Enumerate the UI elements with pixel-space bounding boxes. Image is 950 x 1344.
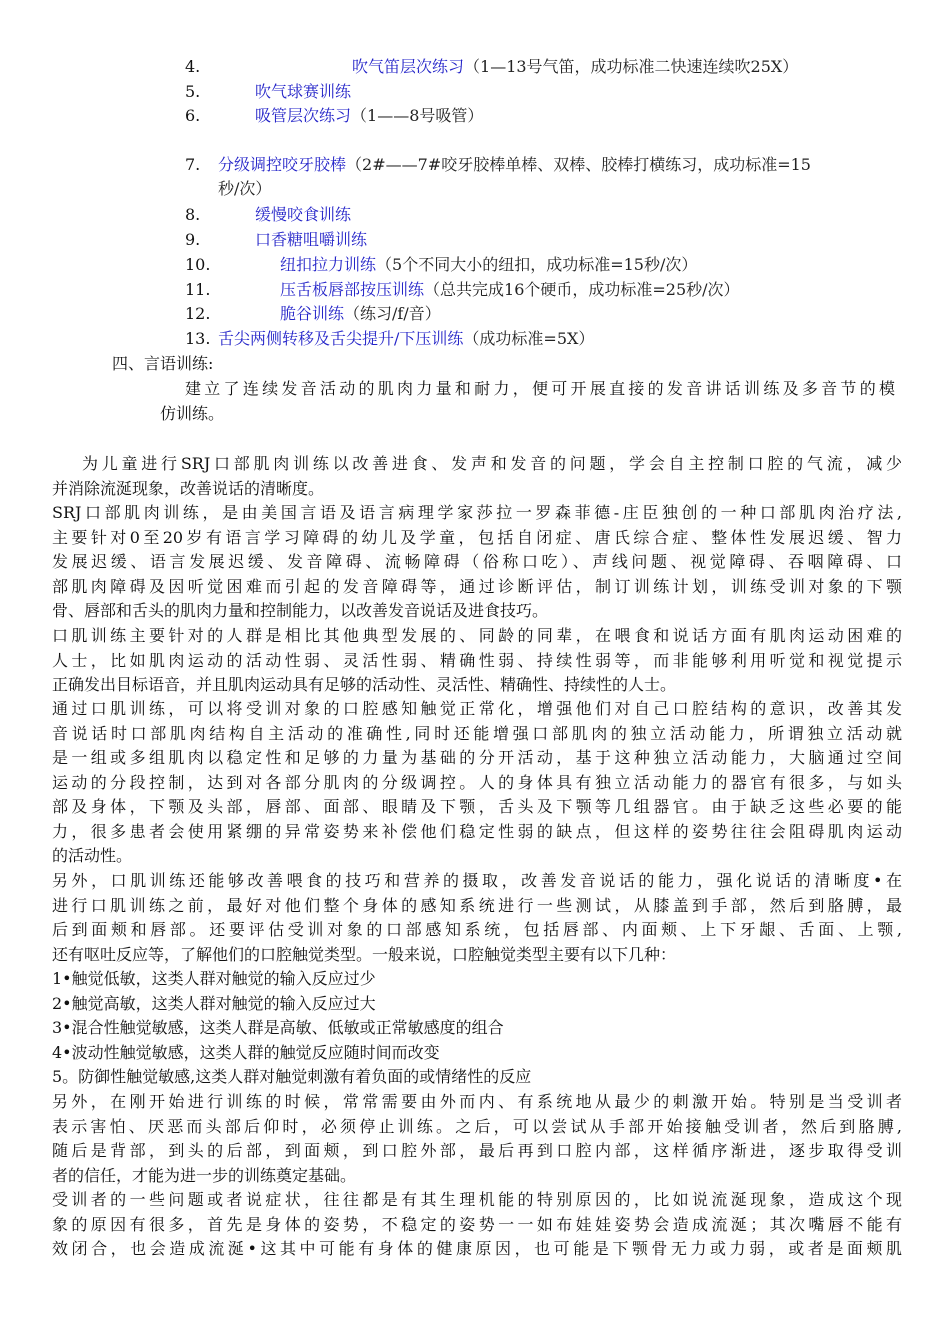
paragraph-line: 受训者的一些问题或者说症状，往往都是有其生理机能的特别原因的，比如说流涎现象，造成这个现 [52, 1190, 902, 1209]
list-item [255, 228, 367, 252]
paragraph-line: 音说话时口部肌肉结构自主活动的准确性,同时还能增强口部肌肉的独立活动能力，所谓独立活动就 [52, 723, 902, 743]
list-item: 1•触觉低敏，这类人群对触觉的输入反应过少 [52, 969, 376, 988]
paragraph-line: 通过口肌训练，可以将受训对象的口腔感知触觉正常化，增强他们对自己口腔结构的意识，改善其发 [52, 699, 902, 718]
list-item-number: 6. [185, 106, 201, 125]
paragraph-line: 后到面颊和唇部。还要评估受训对象的口部感知系统，包括唇部、内面颊、上下牙龈、舌面、上颚, [52, 920, 902, 939]
paragraph-line: 正确发出目标语音，并且肌肉运动具有足够的活动性、灵活性、精确性、持续性的人士。 [52, 675, 677, 694]
section-text-line: 仿训练。 [160, 404, 225, 423]
paragraph-line: 并消除流涎现象，改善说话的清晰度。 [52, 478, 325, 498]
paragraph-line: 力，很多患者会使用紧绷的异常姿势来补偿他们稳定性弱的缺点，但这样的姿势往往会阻碍肌肉运动 [52, 821, 902, 841]
list-item [255, 80, 351, 104]
paragraph-line: 象的原因有很多，首先是身体的姿势，不稳定的姿势一一如布娃娃姿势会造成流涎；其次嘴唇不能有 [52, 1214, 902, 1234]
list-item [352, 55, 798, 79]
list-item: 3•混合性触觉敏感，这类人群是高敏、低敏或正常敏感度的组合 [52, 1018, 504, 1037]
paragraph-line: 是一组或多组肌肉以稳定性和足够的力量为基础的分开活动，基于这种独立活动能力，大脑通过空间 [52, 748, 902, 767]
paragraph-line: 部及身体，下颚及头部，唇部、面部、眼睛及下颚，舌头及下颚等几组器官。由于缺乏这些必要的能 [52, 797, 902, 816]
list-item-title: 口香糖咀嚼训练 [255, 230, 368, 249]
list-item-title: 吸管层次练习 [255, 106, 352, 125]
paragraph-training-order [52, 1090, 902, 1188]
list-item [218, 153, 811, 177]
list-item [255, 104, 483, 128]
paragraph-line: 口肌训练主要针对的人群是相比其他典型发展的、同龄的同辈，在喂食和说话方面有肌肉运动困难的 [52, 626, 902, 645]
paragraph-line: 发展迟缓、语言发展迟缓、发音障碍、流畅障碍（俗称口吃）、声线问题、视觉障碍、吞咽障碍、口 [52, 552, 902, 571]
paragraph-line: 另外，在刚开始进行训练的时候，常常需要由外而内、有系统地从最少的刺激开始。特别是当受训者 [52, 1092, 902, 1111]
list-item-number: 8. [185, 205, 201, 224]
section-heading: 四、言语训练: [112, 354, 214, 373]
list-item-number: 7. [185, 155, 201, 174]
list-item [280, 278, 740, 302]
list-item-number: 12. [185, 304, 211, 323]
paragraph-assessment [52, 869, 902, 967]
list-item-title: 脆谷训练 [280, 304, 345, 323]
paragraph-line: 骨、唇部和舌头的肌肉力量和控制能力，以改善发音说话及进食技巧。 [52, 601, 549, 620]
paragraph-srj [52, 501, 902, 624]
list-item-detail: （1——8号吸管） [351, 106, 484, 125]
list-item-detail: （总共完成16个硬币，成功标准=25秒/次） [424, 280, 740, 299]
paragraph-line: 另外，口肌训练还能够改善喂食的技巧和营养的摄取，改善发音说话的能力，强化说话的清晰度•在 [52, 871, 902, 890]
paragraph-line: 人士，比如肌肉运动的活动性弱、灵活性弱、精确性弱、持续性弱等，而非能够利用听觉和视觉提示 [52, 650, 902, 670]
paragraph-drooling [52, 1188, 902, 1262]
list-item-title: 吹气球赛训练 [255, 82, 352, 101]
paragraph-line: 为儿童进行SRJ口部肌肉训练以改善进食、发声和发音的问题，学会自主控制口腔的气流，减少 [82, 454, 902, 473]
list-item-title: 舌尖两侧转移及舌尖提升/下压训练 [218, 329, 464, 348]
section-text-line: 建立了连续发音活动的肌肉力量和耐力，便可开展直接的发音讲话训练及多音节的模 [185, 379, 895, 398]
list-item-title: 压舌板唇部按压训练 [280, 280, 425, 299]
paragraph-target-group [52, 624, 902, 698]
paragraph-line: 表示害怕、厌恶而头部后仰时，必须停止训练。之后，可以尝试从手部开始接触受训者，然后到胳膊, [52, 1116, 902, 1136]
paragraph-line: 还有呕吐反应等，了解他们的口腔触觉类型。一般来说，口腔触觉类型主要有以下几种： [52, 944, 677, 964]
list-item-detail: （成功标准=5X） [463, 329, 595, 348]
paragraph-benefits [52, 697, 902, 869]
list-item-title: 缓慢咬食训练 [255, 205, 352, 224]
paragraph-line: 随后是背部，到头的后部，到面颊，到口腔外部，最后再到口腔内部，这样循序渐进，逐步取得受训 [52, 1141, 902, 1160]
list-item-number: 11. [185, 280, 211, 299]
list-item-number: 4. [185, 57, 201, 76]
paragraph-line: 者的信任，才能为进一步的训练奠定基础。 [52, 1165, 357, 1185]
list-item: 2•触觉高敏，这类人群对触觉的输入反应过大 [52, 993, 376, 1013]
list-item-detail: （2#——7#咬牙胶棒单棒、双棒、胶棒打横练习，成功标准=15 [346, 155, 811, 174]
list-item [280, 302, 441, 326]
list-item [218, 327, 594, 351]
paragraph-line: 进行口肌训练之前，最好对他们整个身体的感知系统进行一些测试，从膝盖到手部，然后到胳膊，最 [52, 895, 902, 915]
list-item [280, 253, 697, 277]
list-item-detail-continued: 秒/次） [218, 179, 272, 198]
paragraph-intro [52, 452, 902, 501]
paragraph-line: 部肌肉障碍及因听觉困难而引起的发音障碍等，通过诊断评估，制订训练计划，训练受训对象的下颚 [52, 576, 902, 596]
tactile-type-list [52, 967, 902, 1090]
list-item-number: 10. [185, 255, 211, 274]
list-item-detail: （5个不同大小的纽扣，成功标准=15秒/次） [376, 255, 698, 274]
list-item-number: 5. [185, 82, 201, 101]
paragraph-line: 主要针对0至20岁有语言学习障碍的幼儿及学童，包括自闭症、唐氏综合症、整体性发展迟缓、智力 [52, 527, 902, 547]
paragraph-line: 运动的分段控制，达到对各部分肌肉的分级调控。人的身体具有独立活动能力的器官有很多，与如头 [52, 772, 902, 792]
list-item-detail: （1—13号气笛，成功标准二快速连续吹25X） [464, 57, 799, 76]
list-item: 4•波动性触觉敏感，这类人群的触觉反应随时间而改变 [52, 1042, 440, 1062]
list-item-detail: （练习/f/音） [344, 304, 441, 323]
list-item: 5。防御性触觉敏感,这类人群对触觉刺激有着负面的或情绪性的反应 [52, 1067, 532, 1086]
paragraph-line: 的活动性。 [52, 846, 133, 865]
list-item-title: 纽扣拉力训练 [280, 255, 377, 274]
list-item-title: 吹气笛层次练习 [352, 57, 465, 76]
paragraph-line: 效闭合，也会造成流涎•这其中可能有身体的健康原因，也可能是下颚骨无力或力弱，或者是面颊肌 [52, 1239, 902, 1258]
paragraph-line: SRJ口部肌肉训练，是由美国言语及语言病理学家莎拉一罗森菲德-庄臣独创的一种口部肌肉治疗法, [52, 503, 902, 522]
list-item [255, 203, 351, 227]
list-item-number: 9. [185, 230, 201, 249]
list-item-title: 分级调控咬牙胶棒 [218, 155, 347, 174]
list-item-number: 13. [185, 329, 211, 348]
